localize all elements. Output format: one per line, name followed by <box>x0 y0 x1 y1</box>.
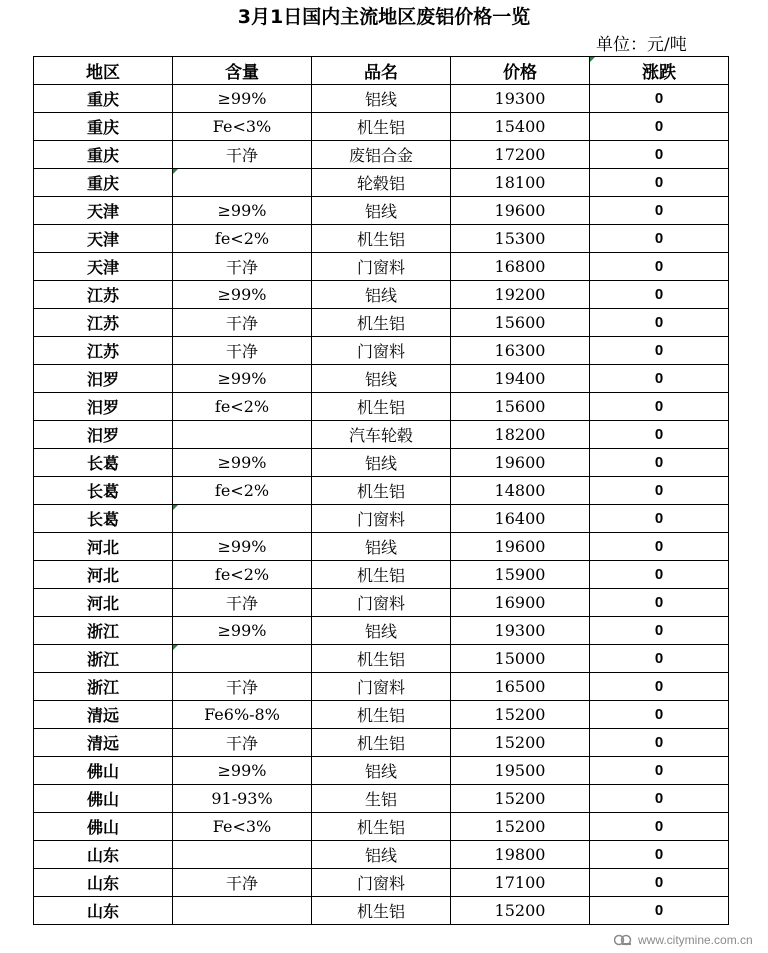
table-row <box>34 309 729 337</box>
cell-change: 0 <box>590 869 729 897</box>
cell-change: 0 <box>590 813 729 841</box>
cell-content: ≥99% <box>173 197 312 225</box>
table-row <box>34 169 729 197</box>
cell-price: 16800 <box>451 253 590 281</box>
cell-region: 重庆 <box>34 113 173 141</box>
table-row <box>34 729 729 757</box>
table-row <box>34 561 729 589</box>
cell-change: 0 <box>590 421 729 449</box>
cell-price: 16900 <box>451 589 590 617</box>
cell-product: 汽车轮毂 <box>312 421 451 449</box>
cell-content: fe<2% <box>173 393 312 421</box>
cell-price: 18200 <box>451 421 590 449</box>
cell-product: 铝线 <box>312 365 451 393</box>
cell-content: 91-93% <box>173 785 312 813</box>
cell-price: 16300 <box>451 337 590 365</box>
cell-price: 15200 <box>451 813 590 841</box>
cell-product: 铝线 <box>312 449 451 477</box>
cell-price: 15200 <box>451 729 590 757</box>
cell-product: 铝线 <box>312 757 451 785</box>
table-row <box>34 785 729 813</box>
cell-change: 0 <box>590 141 729 169</box>
table-row <box>34 897 729 925</box>
cell-price: 15200 <box>451 701 590 729</box>
cell-region: 天津 <box>34 253 173 281</box>
cell-product: 机生铝 <box>312 813 451 841</box>
cell-region: 山东 <box>34 897 173 925</box>
cell-change: 0 <box>590 85 729 113</box>
cell-product: 机生铝 <box>312 225 451 253</box>
cell-content: ≥99% <box>173 85 312 113</box>
cell-product: 机生铝 <box>312 701 451 729</box>
watermark <box>614 933 753 947</box>
cell-content: ≥99% <box>173 757 312 785</box>
cell-content: ≥99% <box>173 533 312 561</box>
cell-change: 0 <box>590 169 729 197</box>
cell-change: 0 <box>590 589 729 617</box>
cell-content: 干净 <box>173 673 312 701</box>
cell-price: 17200 <box>451 141 590 169</box>
cell-change: 0 <box>590 309 729 337</box>
table-row <box>34 617 729 645</box>
cell-region: 江苏 <box>34 309 173 337</box>
cell-region: 江苏 <box>34 337 173 365</box>
cell-price: 17100 <box>451 869 590 897</box>
cell-content: ≥99% <box>173 617 312 645</box>
cell-region: 清远 <box>34 729 173 757</box>
cell-change: 0 <box>590 617 729 645</box>
cell-change: 0 <box>590 701 729 729</box>
cell-region: 清远 <box>34 701 173 729</box>
cell-price: 19500 <box>451 757 590 785</box>
cell-price: 15600 <box>451 309 590 337</box>
table-row <box>34 841 729 869</box>
cell-price: 18100 <box>451 169 590 197</box>
header-product: 品名 <box>312 57 451 85</box>
cell-content: 干净 <box>173 729 312 757</box>
cell-change: 0 <box>590 841 729 869</box>
cell-price: 15200 <box>451 897 590 925</box>
cell-content: 干净 <box>173 589 312 617</box>
cell-product: 门窗料 <box>312 589 451 617</box>
cell-product: 门窗料 <box>312 673 451 701</box>
table-row <box>34 757 729 785</box>
table-row <box>34 337 729 365</box>
cell-price: 15200 <box>451 785 590 813</box>
cell-product: 机生铝 <box>312 393 451 421</box>
cell-product: 门窗料 <box>312 337 451 365</box>
cell-price: 16500 <box>451 673 590 701</box>
table-row <box>34 393 729 421</box>
table-row <box>34 505 729 533</box>
price-table <box>33 56 729 925</box>
cell-region: 浙江 <box>34 673 173 701</box>
table-body <box>34 85 729 925</box>
cell-region: 重庆 <box>34 141 173 169</box>
cell-product: 机生铝 <box>312 477 451 505</box>
cell-price: 15900 <box>451 561 590 589</box>
table-row <box>34 533 729 561</box>
cell-content: 干净 <box>173 141 312 169</box>
cell-region: 汨罗 <box>34 421 173 449</box>
cell-change: 0 <box>590 337 729 365</box>
table-row <box>34 85 729 113</box>
cell-price: 19300 <box>451 85 590 113</box>
cell-price: 14800 <box>451 477 590 505</box>
cell-change: 0 <box>590 673 729 701</box>
cell-change: 0 <box>590 561 729 589</box>
cell-product: 铝线 <box>312 281 451 309</box>
cell-region: 长葛 <box>34 477 173 505</box>
cell-content: Fe<3% <box>173 113 312 141</box>
cell-price: 19200 <box>451 281 590 309</box>
table-row <box>34 421 729 449</box>
cell-product: 铝线 <box>312 533 451 561</box>
cell-price: 15300 <box>451 225 590 253</box>
comment-indicator-icon <box>173 169 178 174</box>
cell-change: 0 <box>590 449 729 477</box>
table-row <box>34 113 729 141</box>
cell-content: 干净 <box>173 337 312 365</box>
cell-product: 机生铝 <box>312 897 451 925</box>
comment-indicator-icon <box>173 645 178 650</box>
cell-product: 门窗料 <box>312 253 451 281</box>
cell-region: 佛山 <box>34 757 173 785</box>
cell-product: 机生铝 <box>312 113 451 141</box>
cell-region: 山东 <box>34 869 173 897</box>
cell-change: 0 <box>590 533 729 561</box>
cell-change: 0 <box>590 365 729 393</box>
cell-region: 天津 <box>34 197 173 225</box>
table-row <box>34 281 729 309</box>
cell-price: 15000 <box>451 645 590 673</box>
cell-content: 干净 <box>173 253 312 281</box>
cell-price: 16400 <box>451 505 590 533</box>
cell-change: 0 <box>590 729 729 757</box>
cell-product: 门窗料 <box>312 505 451 533</box>
cell-region: 佛山 <box>34 813 173 841</box>
cell-content: fe<2% <box>173 561 312 589</box>
cell-region: 河北 <box>34 561 173 589</box>
table-row <box>34 645 729 673</box>
cell-product: 铝线 <box>312 197 451 225</box>
cell-region: 长葛 <box>34 505 173 533</box>
cell-price: 19400 <box>451 365 590 393</box>
cell-content: Fe<3% <box>173 813 312 841</box>
header-price: 价格 <box>451 57 590 85</box>
cell-region: 山东 <box>34 841 173 869</box>
table-row <box>34 701 729 729</box>
table-row <box>34 141 729 169</box>
comment-indicator-icon <box>590 57 595 62</box>
cell-region: 河北 <box>34 589 173 617</box>
cell-content <box>173 645 312 673</box>
table-row <box>34 197 729 225</box>
cell-product: 门窗料 <box>312 869 451 897</box>
cell-price: 19800 <box>451 841 590 869</box>
cell-price: 19300 <box>451 617 590 645</box>
cell-change: 0 <box>590 785 729 813</box>
table-row <box>34 813 729 841</box>
cell-product: 铝线 <box>312 841 451 869</box>
table-row <box>34 449 729 477</box>
cell-content <box>173 841 312 869</box>
table-row <box>34 589 729 617</box>
cell-price: 19600 <box>451 197 590 225</box>
citymine-logo-icon <box>614 934 632 946</box>
cell-content: ≥99% <box>173 449 312 477</box>
header-change: 涨跌 <box>590 57 729 85</box>
page-title: 3月1日国内主流地区废铝价格一览 <box>237 6 531 28</box>
cell-product: 机生铝 <box>312 309 451 337</box>
cell-content: ≥99% <box>173 281 312 309</box>
cell-region: 浙江 <box>34 645 173 673</box>
cell-change: 0 <box>590 225 729 253</box>
table-row <box>34 869 729 897</box>
table-row <box>34 477 729 505</box>
cell-change: 0 <box>590 393 729 421</box>
header-content: 含量 <box>173 57 312 85</box>
comment-indicator-icon <box>173 505 178 510</box>
cell-content: ≥99% <box>173 365 312 393</box>
table-row <box>34 365 729 393</box>
table-row <box>34 225 729 253</box>
unit-label: 单位：元/吨 <box>596 35 687 55</box>
cell-change: 0 <box>590 505 729 533</box>
cell-change: 0 <box>590 113 729 141</box>
cell-price: 19600 <box>451 449 590 477</box>
cell-region: 汨罗 <box>34 365 173 393</box>
cell-price: 15600 <box>451 393 590 421</box>
cell-region: 重庆 <box>34 85 173 113</box>
table-row <box>34 673 729 701</box>
cell-price: 19600 <box>451 533 590 561</box>
cell-content: Fe6%-8% <box>173 701 312 729</box>
cell-content: fe<2% <box>173 477 312 505</box>
cell-price: 15400 <box>451 113 590 141</box>
cell-region: 天津 <box>34 225 173 253</box>
cell-region: 浙江 <box>34 617 173 645</box>
table-header-row <box>34 57 729 85</box>
cell-product: 机生铝 <box>312 645 451 673</box>
cell-region: 重庆 <box>34 169 173 197</box>
cell-change: 0 <box>590 897 729 925</box>
cell-region: 河北 <box>34 533 173 561</box>
watermark-text: www.citymine.com.cn <box>638 933 753 947</box>
cell-content <box>173 897 312 925</box>
cell-product: 轮毂铝 <box>312 169 451 197</box>
cell-change: 0 <box>590 281 729 309</box>
cell-region: 长葛 <box>34 449 173 477</box>
cell-content: 干净 <box>173 869 312 897</box>
cell-change: 0 <box>590 757 729 785</box>
cell-product: 机生铝 <box>312 729 451 757</box>
cell-content <box>173 421 312 449</box>
table-row <box>34 253 729 281</box>
cell-product: 铝线 <box>312 617 451 645</box>
cell-product: 废铝合金 <box>312 141 451 169</box>
cell-content <box>173 169 312 197</box>
cell-region: 佛山 <box>34 785 173 813</box>
cell-change: 0 <box>590 197 729 225</box>
header-region: 地区 <box>34 57 173 85</box>
cell-product: 生铝 <box>312 785 451 813</box>
cell-product: 铝线 <box>312 85 451 113</box>
cell-region: 汨罗 <box>34 393 173 421</box>
cell-change: 0 <box>590 477 729 505</box>
cell-change: 0 <box>590 253 729 281</box>
cell-product: 机生铝 <box>312 561 451 589</box>
cell-content <box>173 505 312 533</box>
cell-change: 0 <box>590 645 729 673</box>
cell-content: fe<2% <box>173 225 312 253</box>
cell-content: 干净 <box>173 309 312 337</box>
cell-region: 江苏 <box>34 281 173 309</box>
